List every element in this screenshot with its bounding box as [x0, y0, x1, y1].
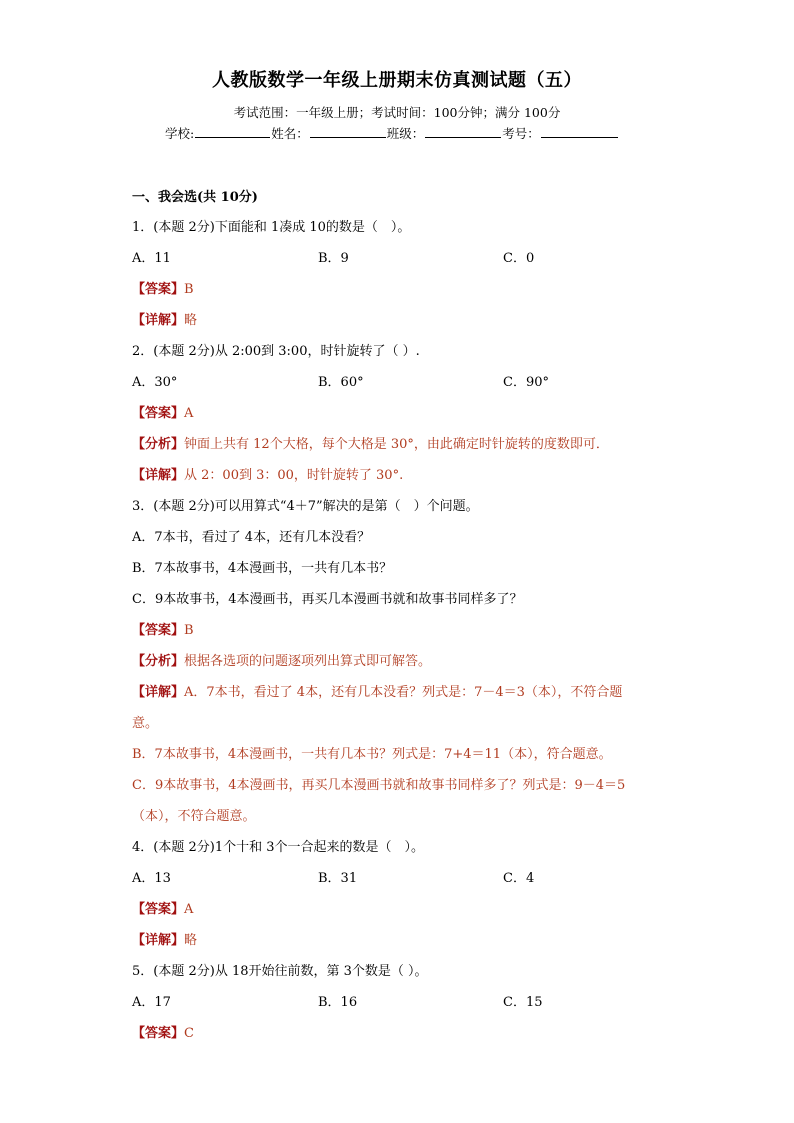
exam-subtitle: 考试范围：一年级上册；考试时间：100分钟；满分 100分: [233, 105, 561, 120]
name-label: 姓名：: [271, 126, 309, 141]
answer-value: A: [184, 406, 194, 421]
school-blank: [195, 124, 270, 138]
analysis-label: 【分析】: [132, 437, 185, 452]
question-1-option-a: A．11: [132, 251, 171, 266]
question-4-options: [132, 863, 672, 894]
question-3-detail-line-3: B．7本故事书，4本漫画书，一共有几本书？列式是：7+4＝11（本），符合题意。: [132, 747, 612, 762]
question-2-answer: [132, 398, 672, 429]
answer-label: 【答案】: [132, 623, 185, 638]
detail-label: 【详解】: [132, 685, 185, 700]
questions-content: [132, 184, 672, 1049]
analysis-text: 钟面上共有 12个大格，每个大格是 30°，由此确定时针旋转的度数即可．: [184, 437, 609, 452]
question-1-detail: [132, 305, 672, 336]
question-4-option-a: A．13: [132, 871, 171, 886]
school-label: 学校:: [165, 126, 195, 141]
question-2-detail: [132, 460, 672, 491]
detail-text: 略: [184, 933, 198, 948]
question-2-option-b: B．60°: [318, 375, 364, 390]
question-3-answer: [132, 615, 672, 646]
answer-label: 【答案】: [132, 902, 185, 917]
question-5-stem: 5．(本题 2分)从 18开始往前数，第 3个数是（ ）。: [132, 964, 428, 979]
question-3-detail-line-5: （本），不符合题意。: [132, 809, 256, 824]
question-3-detail-line-4: C．9本故事书，4本漫画书，再买几本漫画书就和故事书同样多了？列式是：9－4＝5: [132, 778, 626, 793]
answer-value: A: [184, 902, 194, 917]
detail-label: 【详解】: [132, 468, 185, 483]
question-1-option-c: C．0: [503, 251, 535, 266]
answer-value: C: [184, 1026, 194, 1041]
question-2-option-a: A．30°: [132, 375, 178, 390]
question-3-option-b: B．7本故事书，4本漫画书，一共有几本书？: [132, 561, 393, 576]
question-3-detail-line-1: [132, 677, 672, 708]
analysis-label: 【分析】: [132, 654, 185, 669]
question-3-detail-line-2: 意。: [132, 716, 159, 731]
detail-label: 【详解】: [132, 933, 185, 948]
answer-label: 【答案】: [132, 406, 185, 421]
question-5-option-c: C．15: [503, 995, 543, 1010]
question-1-stem: 1．(本题 2分)下面能和 1凑成 10的数是（ ）。: [132, 220, 411, 235]
analysis-text: 根据各选项的问题逐项列出算式即可解答。: [184, 654, 432, 669]
question-3-stem: 3．(本题 2分)可以用算式“4＋7”解决的是第（ ）个问题。: [132, 499, 479, 514]
question-3-option-c: C．9本故事书，4本漫画书，再买几本漫画书就和故事书同样多了？: [132, 592, 523, 607]
answer-value: B: [184, 623, 194, 638]
student-info-line: [165, 124, 619, 142]
question-4-option-c: C．4: [503, 871, 535, 886]
class-blank: [425, 124, 501, 138]
question-1-options: [132, 243, 672, 274]
section-heading: 一、我会选(共 10分): [132, 190, 258, 205]
page-title: 人教版数学一年级上册期末仿真测试题（五）: [212, 70, 582, 91]
class-label: 班级：: [386, 126, 425, 141]
question-2-stem: 2．(本题 2分)从 2:00到 3:00，时针旋转了（ ）.: [132, 344, 420, 359]
question-5-option-a: A．17: [132, 995, 171, 1010]
question-3-analysis: [132, 646, 672, 677]
detail-text: 略: [184, 313, 198, 328]
answer-label: 【答案】: [132, 1026, 185, 1041]
detail-text: A．7本书，看过了 4本，还有几本没看？列式是：7－4＝3（本），不符合题: [184, 685, 623, 700]
question-1-option-b: B．9: [318, 251, 349, 266]
question-2-option-c: C．90°: [503, 375, 549, 390]
question-4-stem: 4．(本题 2分)1个十和 3个一合起来的数是（ ）。: [132, 840, 424, 855]
question-1-answer: [132, 274, 672, 305]
question-3-option-a: A．7本书，看过了 4本，还有几本没看？: [132, 530, 371, 545]
question-4-option-b: B．31: [318, 871, 358, 886]
detail-text: 从 2：00到 3：00，时针旋转了 30°.: [184, 468, 404, 483]
question-5-options: [132, 987, 672, 1018]
question-5-answer: [132, 1018, 672, 1049]
question-2-analysis: [132, 429, 672, 460]
question-5-option-b: B．16: [318, 995, 358, 1010]
answer-value: B: [184, 282, 194, 297]
answer-label: 【答案】: [132, 282, 185, 297]
question-4-detail: [132, 925, 672, 956]
detail-label: 【详解】: [132, 313, 185, 328]
question-4-answer: [132, 894, 672, 925]
question-2-options: [132, 367, 672, 398]
number-blank: [541, 124, 618, 138]
number-label: 考号：: [502, 126, 540, 141]
name-blank: [310, 124, 386, 138]
